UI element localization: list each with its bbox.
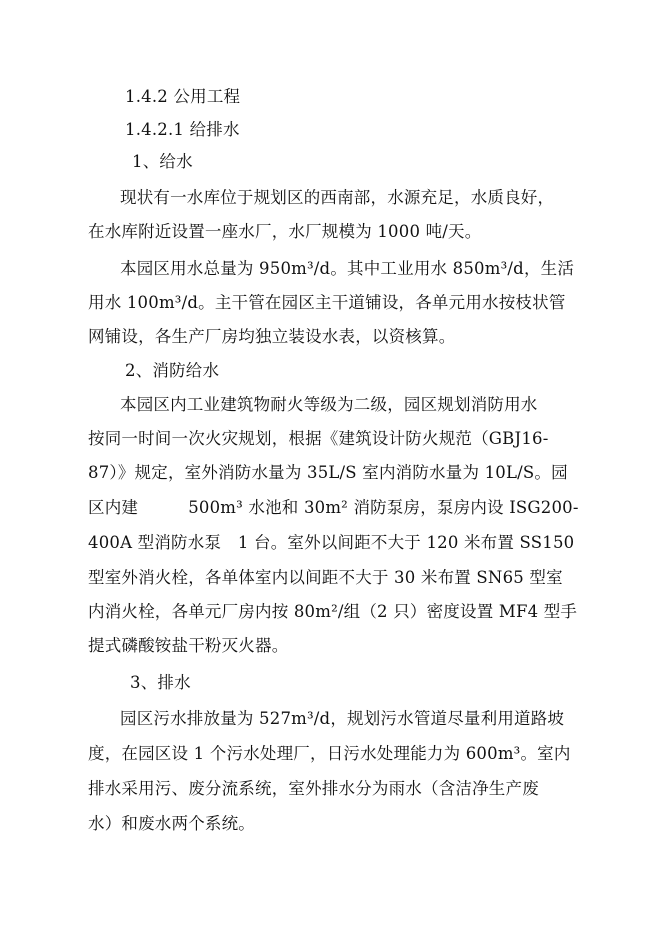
section-heading-1-4-2-1: 1.4.2.1 给排水 xyxy=(125,120,240,139)
paragraph-line: 按同一时间一次火灾规划，根据《建筑设计防火规范（GBJ16- xyxy=(88,429,549,448)
paragraph-line: 园区污水排放量为 527m³/d，规划污水管道尽量利用道路坡 xyxy=(120,709,565,728)
paragraph-line: 内消火栓，各单元厂房内按 80m²/组（2 只）密度设置 MF4 型手 xyxy=(88,602,578,621)
paragraph-line: 提式磷酸铵盐干粉灭火器。 xyxy=(88,636,289,655)
paragraph-line: 用水 100m³/d。主干管在园区主干道铺设，各单元用水按枝状管 xyxy=(88,293,566,312)
paragraph-line: 现状有一水库位于规划区的西南部，水源充足，水质良好， xyxy=(120,188,555,207)
paragraph-line: 本园区内工业建筑物耐火等级为二级，园区规划消防用水 xyxy=(120,395,538,414)
paragraph-line: 水）和废水两个系统。 xyxy=(88,814,255,833)
subsection-title-fire-water: 2、消防给水 xyxy=(125,361,220,380)
paragraph-line: 87）》规定，室外消防水量为 35L/S 室内消防水量为 10L/S。园 xyxy=(88,463,568,482)
paragraph-line: 400A 型消防水泵 1 台。室外以间距不大于 120 米布置 SS150 xyxy=(88,533,575,552)
paragraph-line: 网铺设，各生产厂房均独立装设水表，以资核算。 xyxy=(88,327,456,346)
paragraph-line: 本园区用水总量为 950m³/d。其中工业用水 850m³/d，生活 xyxy=(120,259,575,278)
paragraph-line: 度，在园区设 1 个污水处理厂，日污水处理能力为 600m³。室内 xyxy=(88,744,571,763)
subsection-title-water-supply: 1、给水 xyxy=(132,152,193,171)
section-heading-1-4-2: 1.4.2 公用工程 xyxy=(125,87,241,106)
paragraph-line: 区内建 500m³ 水池和 30m² 消防泵房，泵房内设 ISG200- xyxy=(88,498,579,517)
paragraph-line: 型室外消火栓，各单体室内以间距不大于 30 米布置 SN65 型室 xyxy=(88,568,563,587)
paragraph-line: 排水采用污、废分流系统，室外排水分为雨水（含洁净生产废 xyxy=(88,779,539,798)
paragraph-line: 在水库附近设置一座水厂，水厂规模为 1000 吨/天。 xyxy=(88,222,482,241)
subsection-title-drainage: 3、排水 xyxy=(130,673,191,692)
